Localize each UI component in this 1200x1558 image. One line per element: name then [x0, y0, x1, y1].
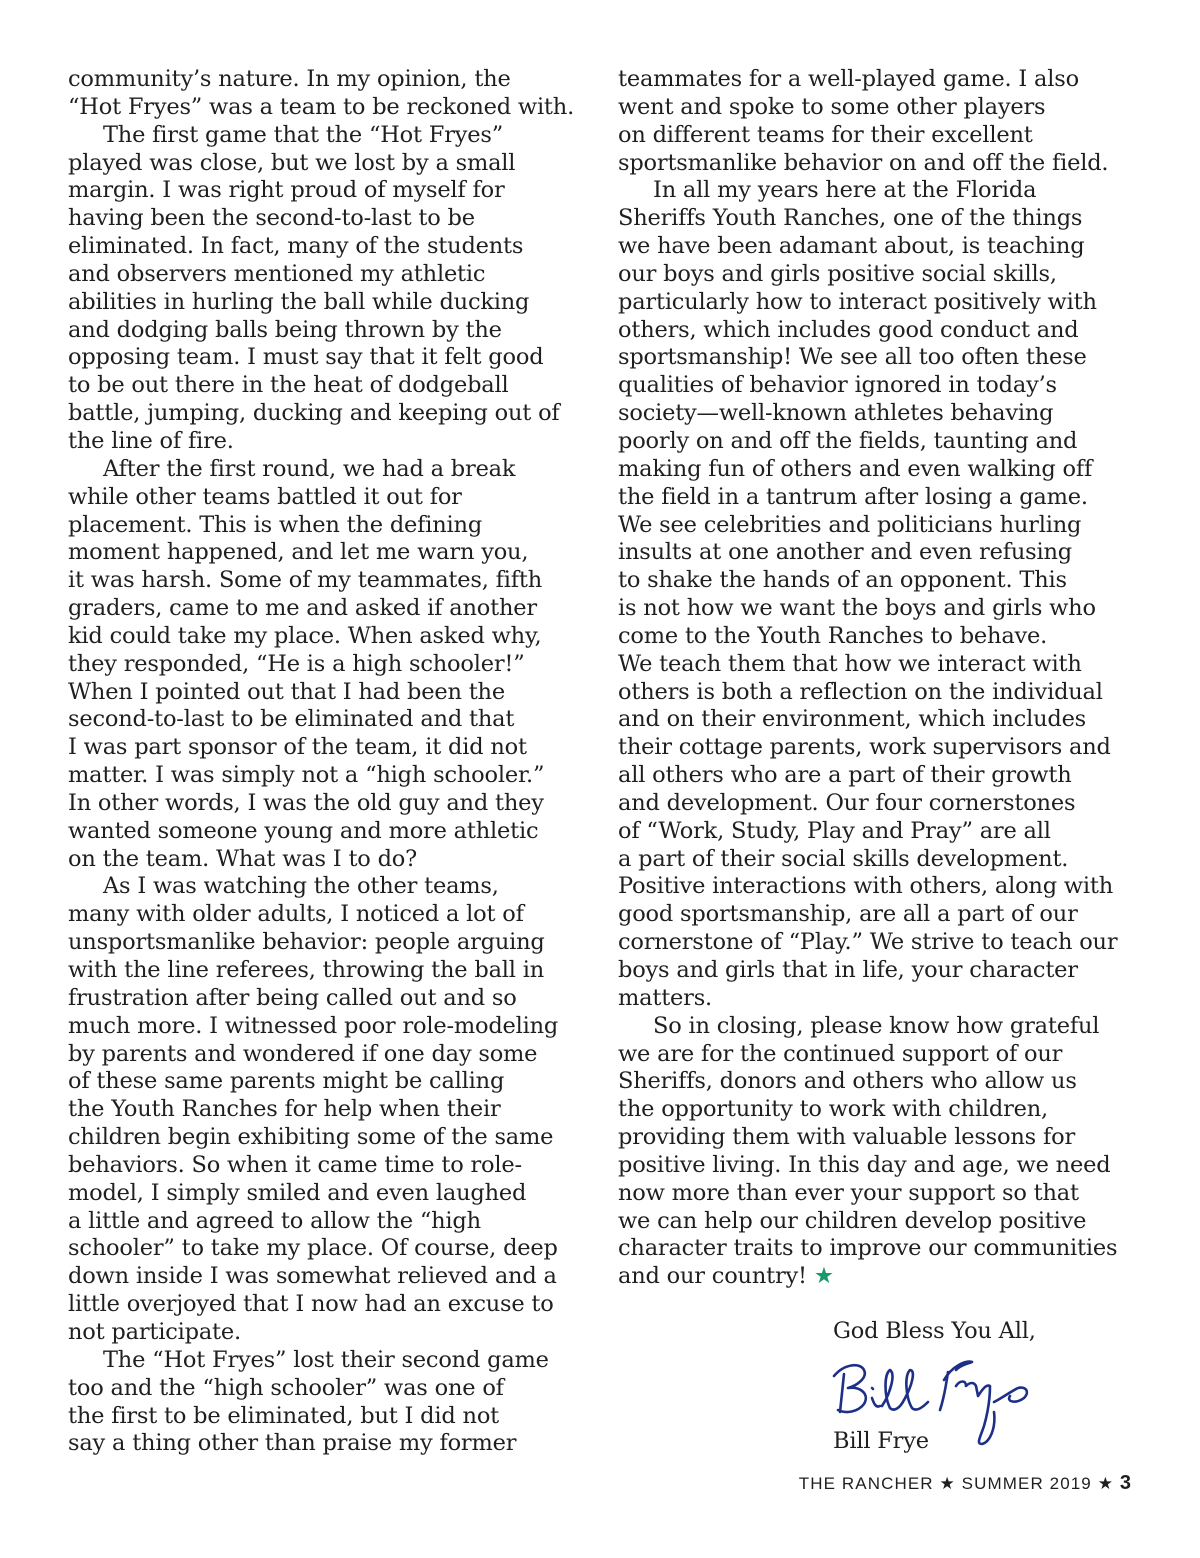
text-line: teammates for a well-played game. I also — [618, 66, 1079, 92]
text-line: As I was watching the other teams, — [103, 873, 499, 900]
star-separator-icon: ★ — [1097, 1474, 1115, 1493]
publication-name: THE RANCHER — [798, 1474, 934, 1493]
text-line: others is both a reflection on the individual — [618, 678, 1103, 705]
text-line: unsportsmanlike behavior: people arguing — [68, 929, 545, 956]
text-line: by parents and wondered if one day some — [68, 1040, 538, 1067]
text-line: we are for the continued support of our — [618, 1040, 1063, 1067]
text-line: boys and girls that in life, your character — [618, 957, 1078, 983]
text-line: and on their environment, which includes — [618, 706, 1087, 733]
text-line: character traits to improve our communities — [618, 1235, 1118, 1262]
text-line: many with older adults, I noticed a lot of — [68, 901, 524, 928]
text-line: wanted someone young and more athletic — [68, 817, 539, 844]
page-footer — [799, 1472, 1131, 1495]
text-line: little overjoyed that I now had an excuse to — [68, 1291, 554, 1318]
text-line: children begin exhibiting some of the same — [68, 1124, 554, 1151]
end-star-icon: ★ — [813, 1263, 834, 1290]
text-line: while other teams battled it out for — [68, 483, 462, 510]
text-line: the opportunity to work with children, — [618, 1096, 1049, 1123]
text-line: abilities in hurling the ball while ducking — [68, 288, 530, 315]
text-line: insults at one another and even refusing — [618, 539, 1072, 566]
text-line: In all my years here at the Florida — [653, 177, 1037, 204]
text-line: and development. Our four cornerstones — [618, 789, 1076, 816]
text-line: and observers mentioned my athletic — [68, 260, 486, 287]
text-line: behaviors. So when it came time to role- — [68, 1151, 522, 1178]
text-line: a little and agreed to allow the “high — [68, 1207, 481, 1234]
text-line: of these same parents might be calling — [68, 1068, 505, 1095]
text-line: community’s nature. In my opinion, the — [68, 66, 511, 92]
text-line: went and spoke to some other players — [618, 93, 1046, 120]
text-line: say a thing other than praise my former — [68, 1430, 517, 1457]
text-line: sportsmanlike behavior on and off the field. — [618, 149, 1109, 176]
text-line: moment happened, and let me warn you, — [68, 539, 529, 566]
text-line: providing them with valuable lessons for — [618, 1124, 1075, 1151]
text-line: We see celebrities and politicians hurling — [618, 511, 1082, 538]
text-line: the line of fire. — [68, 427, 234, 454]
text-line: Sheriffs Youth Ranches, one of the things — [618, 205, 1083, 232]
text-line: of “Work, Study, Play and Pray” are all — [618, 817, 1051, 844]
text-line: the first to be eliminated, but I did not — [68, 1402, 500, 1429]
text-line: all others who are a part of their growth — [618, 762, 1072, 789]
text-line: on the team. What was I to do? — [68, 845, 417, 872]
text-line: come to the Youth Ranches to behave. — [618, 622, 1048, 649]
text-line: we can help our children develop positive — [618, 1207, 1087, 1234]
text-line: a part of their social skills development. — [618, 845, 1069, 872]
text-line: it was harsh. Some of my teammates, fifth — [68, 567, 543, 594]
closing-salutation: God Bless You All, — [833, 1318, 1036, 1344]
text-line: positive living. In this day and age, we need — [618, 1151, 1111, 1178]
text-line: the field in a tantrum after losing a game. — [618, 483, 1088, 510]
signer-name: Bill Frye — [833, 1428, 929, 1454]
text-line: too and the “high schooler” was one of — [68, 1374, 504, 1401]
last-line-text: and our country! — [618, 1263, 807, 1290]
text-line: cornerstone of “Play.” We strive to teach our — [618, 929, 1118, 956]
text-line: schooler” to take my place. Of course, deep — [68, 1235, 558, 1262]
text-line: matter. I was simply not a “high schooler.” — [68, 762, 545, 789]
text-line: I was part sponsor of the team, it did not — [68, 734, 527, 761]
text-line: to be out there in the heat of dodgeball — [68, 372, 509, 399]
text-line: their cottage parents, work supervisors and — [618, 734, 1111, 761]
text-line: played was close, but we lost by a small — [68, 149, 516, 176]
text-line: battle, jumping, ducking and keeping out of — [68, 400, 560, 427]
text-line: qualities of behavior ignored in today’s — [618, 372, 1057, 399]
text-line: the Youth Ranches for help when their — [68, 1096, 501, 1123]
text-line: So in closing, please know how grateful — [653, 1012, 1100, 1039]
text-line: “Hot Fryes” was a team to be reckoned with. — [68, 93, 575, 120]
text-line: frustration after being called out and so — [68, 984, 517, 1011]
text-line: others, which includes good conduct and — [618, 316, 1079, 343]
text-line: eliminated. In fact, many of the students — [68, 233, 524, 260]
text-line: graders, came to me and asked if another — [68, 595, 537, 622]
text-line: Sheriffs, donors and others who allow us — [618, 1068, 1077, 1095]
text-line: The first game that the “Hot Fryes” — [103, 121, 504, 148]
text-line: to shake the hands of an opponent. This — [618, 567, 1067, 594]
text-line: model, I simply smiled and even laughed — [68, 1179, 527, 1206]
text-line — [618, 1263, 1148, 1291]
article-column-left — [68, 66, 588, 1458]
text-line: When I pointed out that I had been the — [68, 678, 505, 705]
text-line: Positive interactions with others, along with — [618, 873, 1114, 900]
text-line: good sportsmanship, are all a part of our — [618, 901, 1078, 928]
text-line: they responded, “He is a high schooler!” — [68, 650, 525, 677]
text-line: society—well-known athletes behaving — [618, 400, 1054, 427]
text-line: margin. I was right proud of myself for — [68, 177, 505, 204]
text-line: In other words, I was the old guy and they — [68, 789, 544, 816]
text-line: having been the second-to-last to be — [68, 205, 475, 232]
text-line: not participate. — [68, 1318, 241, 1345]
text-line: on different teams for their excellent — [618, 121, 1033, 148]
issue-label: SUMMER 2019 — [961, 1474, 1092, 1493]
text-line: poorly on and off the fields, taunting and — [618, 427, 1078, 454]
text-line: We teach them that how we interact with — [618, 650, 1082, 677]
text-line: The “Hot Fryes” lost their second game — [103, 1346, 549, 1373]
article-column-right — [618, 66, 1148, 1291]
text-line: particularly how to interact positively with — [618, 288, 1097, 315]
text-line: our boys and girls positive social skills, — [618, 260, 1057, 287]
text-line: After the first round, we had a break — [103, 455, 516, 482]
text-line: matters. — [618, 984, 713, 1011]
text-line: and dodging balls being thrown by the — [68, 316, 502, 343]
text-line: placement. This is when the defining — [68, 511, 483, 538]
text-line: down inside I was somewhat relieved and a — [68, 1263, 557, 1290]
text-line: with the line referees, throwing the ball in — [68, 957, 545, 983]
text-line: we have been adamant about, is teaching — [618, 233, 1085, 260]
text-line: second-to-last to be eliminated and that — [68, 706, 515, 733]
text-line: making fun of others and even walking off — [618, 455, 1093, 482]
text-line: now more than ever your support so that — [618, 1179, 1079, 1206]
page-number: 3 — [1119, 1472, 1131, 1494]
text-line: sportsmanship! We see all too often these — [618, 344, 1087, 371]
text-line: is not how we want the boys and girls who — [618, 595, 1096, 622]
star-separator-icon: ★ — [939, 1474, 956, 1493]
text-line: opposing team. I must say that it felt good — [68, 344, 544, 371]
text-line: kid could take my place. When asked why, — [68, 622, 542, 649]
text-line: much more. I witnessed poor role-modeling — [68, 1012, 559, 1039]
